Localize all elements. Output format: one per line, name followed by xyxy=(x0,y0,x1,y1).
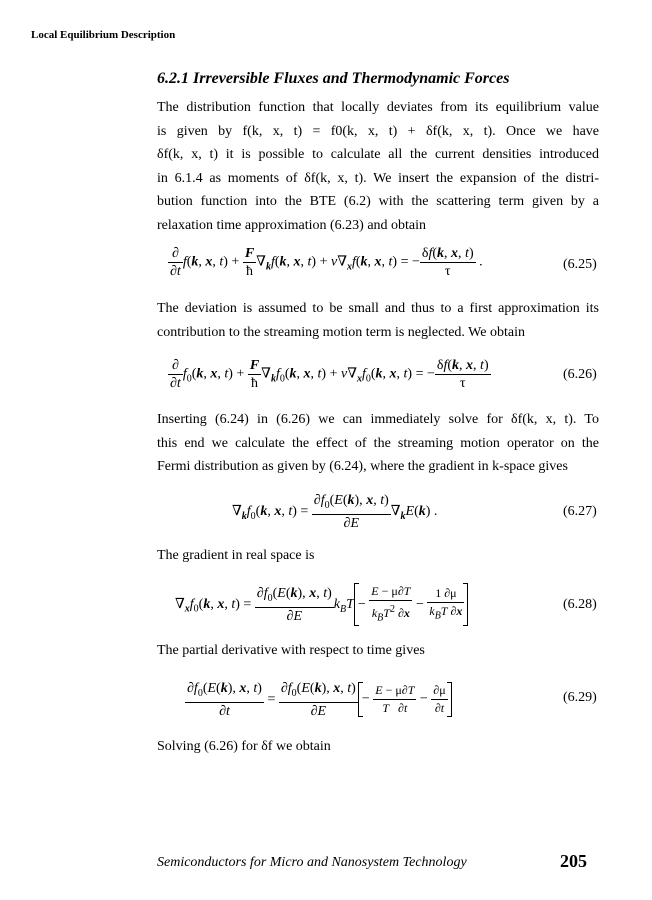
paragraph-2 xyxy=(157,297,599,344)
text-line: relaxation time approximation (6.23) and obtain xyxy=(157,217,427,233)
equation-number: (6.26) xyxy=(563,367,597,382)
text-line: Inserting (6.24) in (6.26) we can immediately solve for δf(k, x, t). To xyxy=(157,412,599,427)
text-line: Fermi distribution as given by (6.24), where the gradient in k-space gives xyxy=(157,459,568,474)
running-header: Local Equilibrium Description xyxy=(31,29,176,41)
text-line: The distribution function that locally deviates from its equilibrium value xyxy=(157,100,599,115)
equation-number: (6.29) xyxy=(563,690,597,705)
paragraph-6 xyxy=(157,735,599,759)
paragraph-4 xyxy=(157,544,599,568)
text-line: contribution to the streaming motion term is neglected. We obtain xyxy=(157,324,525,340)
text-line: The gradient in real space is xyxy=(157,548,315,563)
equation-number: (6.28) xyxy=(563,597,597,612)
equation-6-28: $\nabla_xf_0(k$, x, t) = $\frac{\partial f_0(E(k), x, t)}{\partial E}$ $k_BT-$ $\frac{E - \mu\partial T}{k_BT^2 \partial x}$ − $\frac{1 \partial\mu}{k_BT \partial x}$ xyxy=(175,583,468,626)
page-number: 205 xyxy=(560,851,587,871)
equation-number: (6.25) xyxy=(563,257,597,272)
paragraph-3 xyxy=(157,408,599,479)
footer-book-title: Semiconductors for Micro and Nanosystem Technology xyxy=(157,855,467,870)
equation-6-27: $\nabla_kf_0(k$, x, t) = $\frac{\partial f_0(E(k), x, t)}{\partial E}$ $\nabla_kE(k)$ . xyxy=(232,493,438,531)
text-line: The partial derivative with respect to time gives xyxy=(157,643,425,658)
text-line: Solving (6.26) for δf we obtain xyxy=(157,739,331,754)
text-line: this end we calculate the effect of the streaming motion operator on the xyxy=(157,435,599,451)
text-line: is given by f(k, x, t) = f0(k, x, t) + δf(k, x, t). Once we have xyxy=(157,123,599,139)
text-line: The deviation is assumed to be small and thus to a first approximation its xyxy=(157,301,599,316)
equation-6-26: $\frac{\partial}{\partial t}$ $f_0(k$, x, t) + $\frac{F}{ħ}$ $\nabla_kf_0(k$, x, $t) + v\nabla_xf_0(k$, x, t) = − $\frac{\delta f(k, x, t)}{\tau}$ xyxy=(170,358,489,391)
equation-number: (6.27) xyxy=(563,504,597,519)
equation-6-25: $\frac{\partial}{\partial t}$ f(k, x, t) + $\frac{F}{ħ}$ $\nabla_kf(k$, x, $t) + v\nabla_xf(k$, x, t) = − $\frac{\delta f(k, x, t)}{\tau}$ . xyxy=(170,246,483,279)
equation-6-29: $\frac{\partial f_0(E(k), x, t)}{\partial t}$ = $\frac{\partial f_0(E(k), x, t)}{\partial E}$ − $\frac{E - \mu\partial T}{T \partial t}$ − $\frac{\partial\mu}{\partial t}$ xyxy=(185,680,452,720)
text-line: bution function into the BTE (6.2) with the scattering term given by a xyxy=(157,194,599,209)
text-line: in 6.1.4 as moments of δf(k, x, t). We insert the expansion of the distri- xyxy=(157,170,599,186)
paragraph-1 xyxy=(157,96,599,237)
section-title: 6.2.1 Irreversible Fluxes and Thermodynamic Forces xyxy=(157,70,510,87)
paragraph-5 xyxy=(157,639,599,663)
text-line: δf(k, x, t) it is possible to calculate all the current densities introduced xyxy=(157,147,599,162)
